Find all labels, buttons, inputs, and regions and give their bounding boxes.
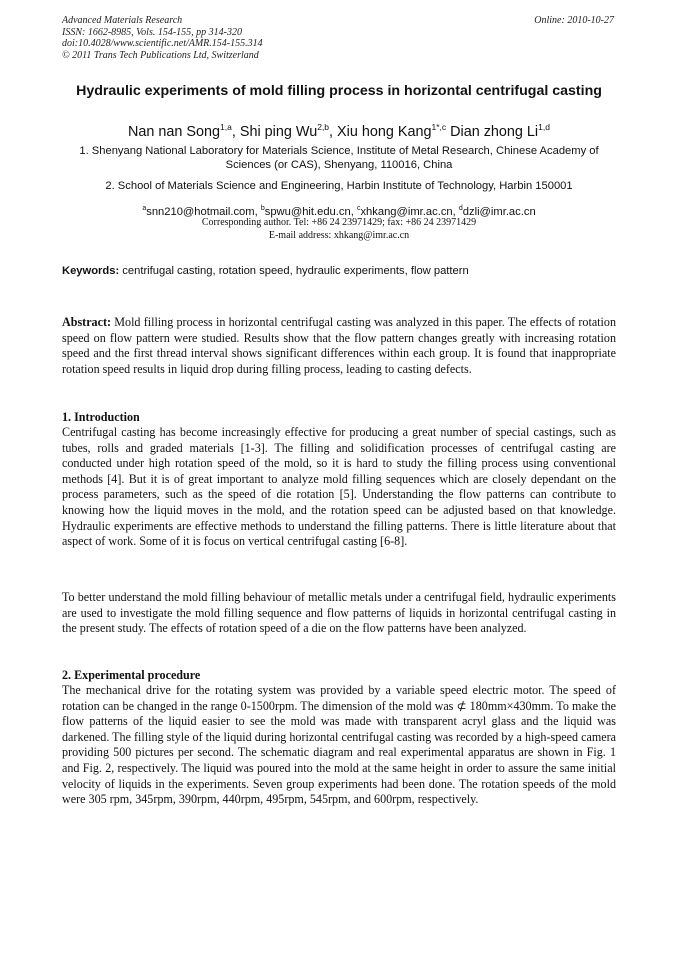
email-separator: ,	[350, 206, 357, 218]
email-mark: d	[458, 205, 463, 212]
correspondence-contact: Corresponding author. Tel: +86 24 23971429; fax: +86 24 23971429	[201, 217, 477, 228]
email-mark: a	[142, 205, 147, 212]
email-address: dzli@imr.ac.cn	[462, 206, 536, 218]
email-address: snn210@hotmail.com	[146, 206, 255, 218]
online-date: Online: 2010-10-27	[534, 15, 614, 26]
author-affiliation-mark: 1,a	[220, 122, 232, 132]
author-affiliation-mark: 1*,c	[431, 122, 447, 132]
doi-line: doi:10.4028/www.scientific.net/AMR.154-155.314	[62, 38, 263, 49]
email-mark: c	[356, 205, 361, 212]
abstract-text: Mold filling process in horizontal centrifugal casting was analyzed in this paper. The effects of rotation speed on flow pattern were studied. Results show that the flow pattern changes greatly with increasing rotation speed and the first thread interval shows significant differences within each group. It is found that inappropriate rotation speed results in liquid drop during filling process, leading to casting defects.	[62, 315, 616, 376]
abstract	[62, 315, 616, 377]
affiliation-2: 2. School of Materials Science and Engineering, Harbin Institute of Technology, Harbin 150001	[105, 180, 573, 192]
issn-line: ISSN: 1662-8985, Vols. 154-155, pp 314-320	[62, 26, 242, 38]
keywords	[62, 264, 469, 278]
email-address: spwu@hit.edu.cn	[264, 206, 351, 218]
abstract-label: Abstract:	[62, 315, 112, 329]
author-separator: ,	[329, 124, 338, 140]
author: Dian zhong Li	[450, 124, 539, 140]
correspondence-email: E-mail address: xhkang@imr.ac.cn	[268, 230, 410, 241]
keywords-label: Keywords:	[62, 265, 120, 277]
experimental-paragraph-1: The mechanical drive for the rotating system was provided by a variable speed electric motor. The speed of rotation can be changed in the range 0-1500rpm. The dimension of the mold was ⊄ 180mm×430mm. To make the flow patterns of the liquid easier to see the mold was made with transparent acryl glass and the liquid was darkened. The filling style of the liquid during horizontal centrifugal casting was recorded by a high-speed camera providing 500 pictures per second. The schematic diagram and real experimental apparatus are shown in Fig. 1 and Fig. 2, respectively. The liquid was poured into the mold at the same height in order to assure the same initial velocity of liquids in the experiments. Seven group experiments had been done. The rotation speeds of the mold were 305 rpm, 345rpm, 390rpm, 440rpm, 495rpm, 545rpm, and 600rpm, respectively.	[62, 683, 616, 807]
email-separator: ,	[254, 206, 261, 218]
author: Xiu hong Kang	[337, 124, 432, 140]
section-heading-introduction: 1. Introduction	[62, 410, 140, 424]
author-list	[60, 118, 618, 141]
email-mark: b	[260, 205, 265, 212]
author: Shi ping Wu	[239, 124, 318, 140]
author-affiliation-mark: 2,b	[317, 122, 330, 132]
email-address: xhkang@imr.ac.cn	[360, 206, 453, 218]
author-separator: ,	[231, 124, 240, 140]
author: Nan nan Song	[128, 124, 221, 140]
copyright-line: © 2011 Trans Tech Publications Ltd, Switzerland	[62, 49, 259, 61]
email-separator: ,	[452, 206, 459, 218]
author-affiliation-mark: 1,d	[538, 122, 550, 132]
introduction-paragraph-2: To better understand the mold filling behaviour of metallic metals under a centrifugal field, hydraulic experiments are used to investigate the mold filling sequence and flow patterns of liquids in horizontal centrifugal casting in the present study. The effects of rotation speed of a die on the flow patterns have been analyzed.	[62, 590, 616, 636]
paper-title: Hydraulic experiments of mold filling process in horizontal centrifugal casting	[76, 83, 602, 99]
keywords-text: centrifugal casting, rotation speed, hydraulic experiments, flow pattern	[119, 265, 469, 277]
journal-name: Advanced Materials Research	[62, 15, 183, 26]
introduction-paragraph-1: Centrifugal casting has become increasingly effective for producing a great number of special castings, such as tubes, rolls and graded materials [1-3]. The filling and solidification processes of centrifugal casting are conducted under high rotation speed of the mold, so it is hard to study the filling process using conventional methods [4]. But it is of great important to analyze mold filling sequences which are closely dependant on the process parameters, such as the speed of die rotation [5]. Understanding the flow patterns can contribute to knowing how the liquid moves in the mold, and the rotation speed can be adjusted based on that knowledge. Hydraulic experiments are effective methods to understand the filling patterns. There is little literature about that aspect of work. Some of it is focus on vertical centrifugal casting [6-8].	[62, 425, 616, 549]
section-heading-experimental: 2. Experimental procedure	[62, 668, 201, 682]
journal-info	[62, 15, 263, 61]
affiliation-1: 1. Shenyang National Laboratory for Materials Science, Institute of Metal Research, Chinese Academy of Sciences (or CAS), Shenyang, 110016, China	[79, 145, 599, 171]
